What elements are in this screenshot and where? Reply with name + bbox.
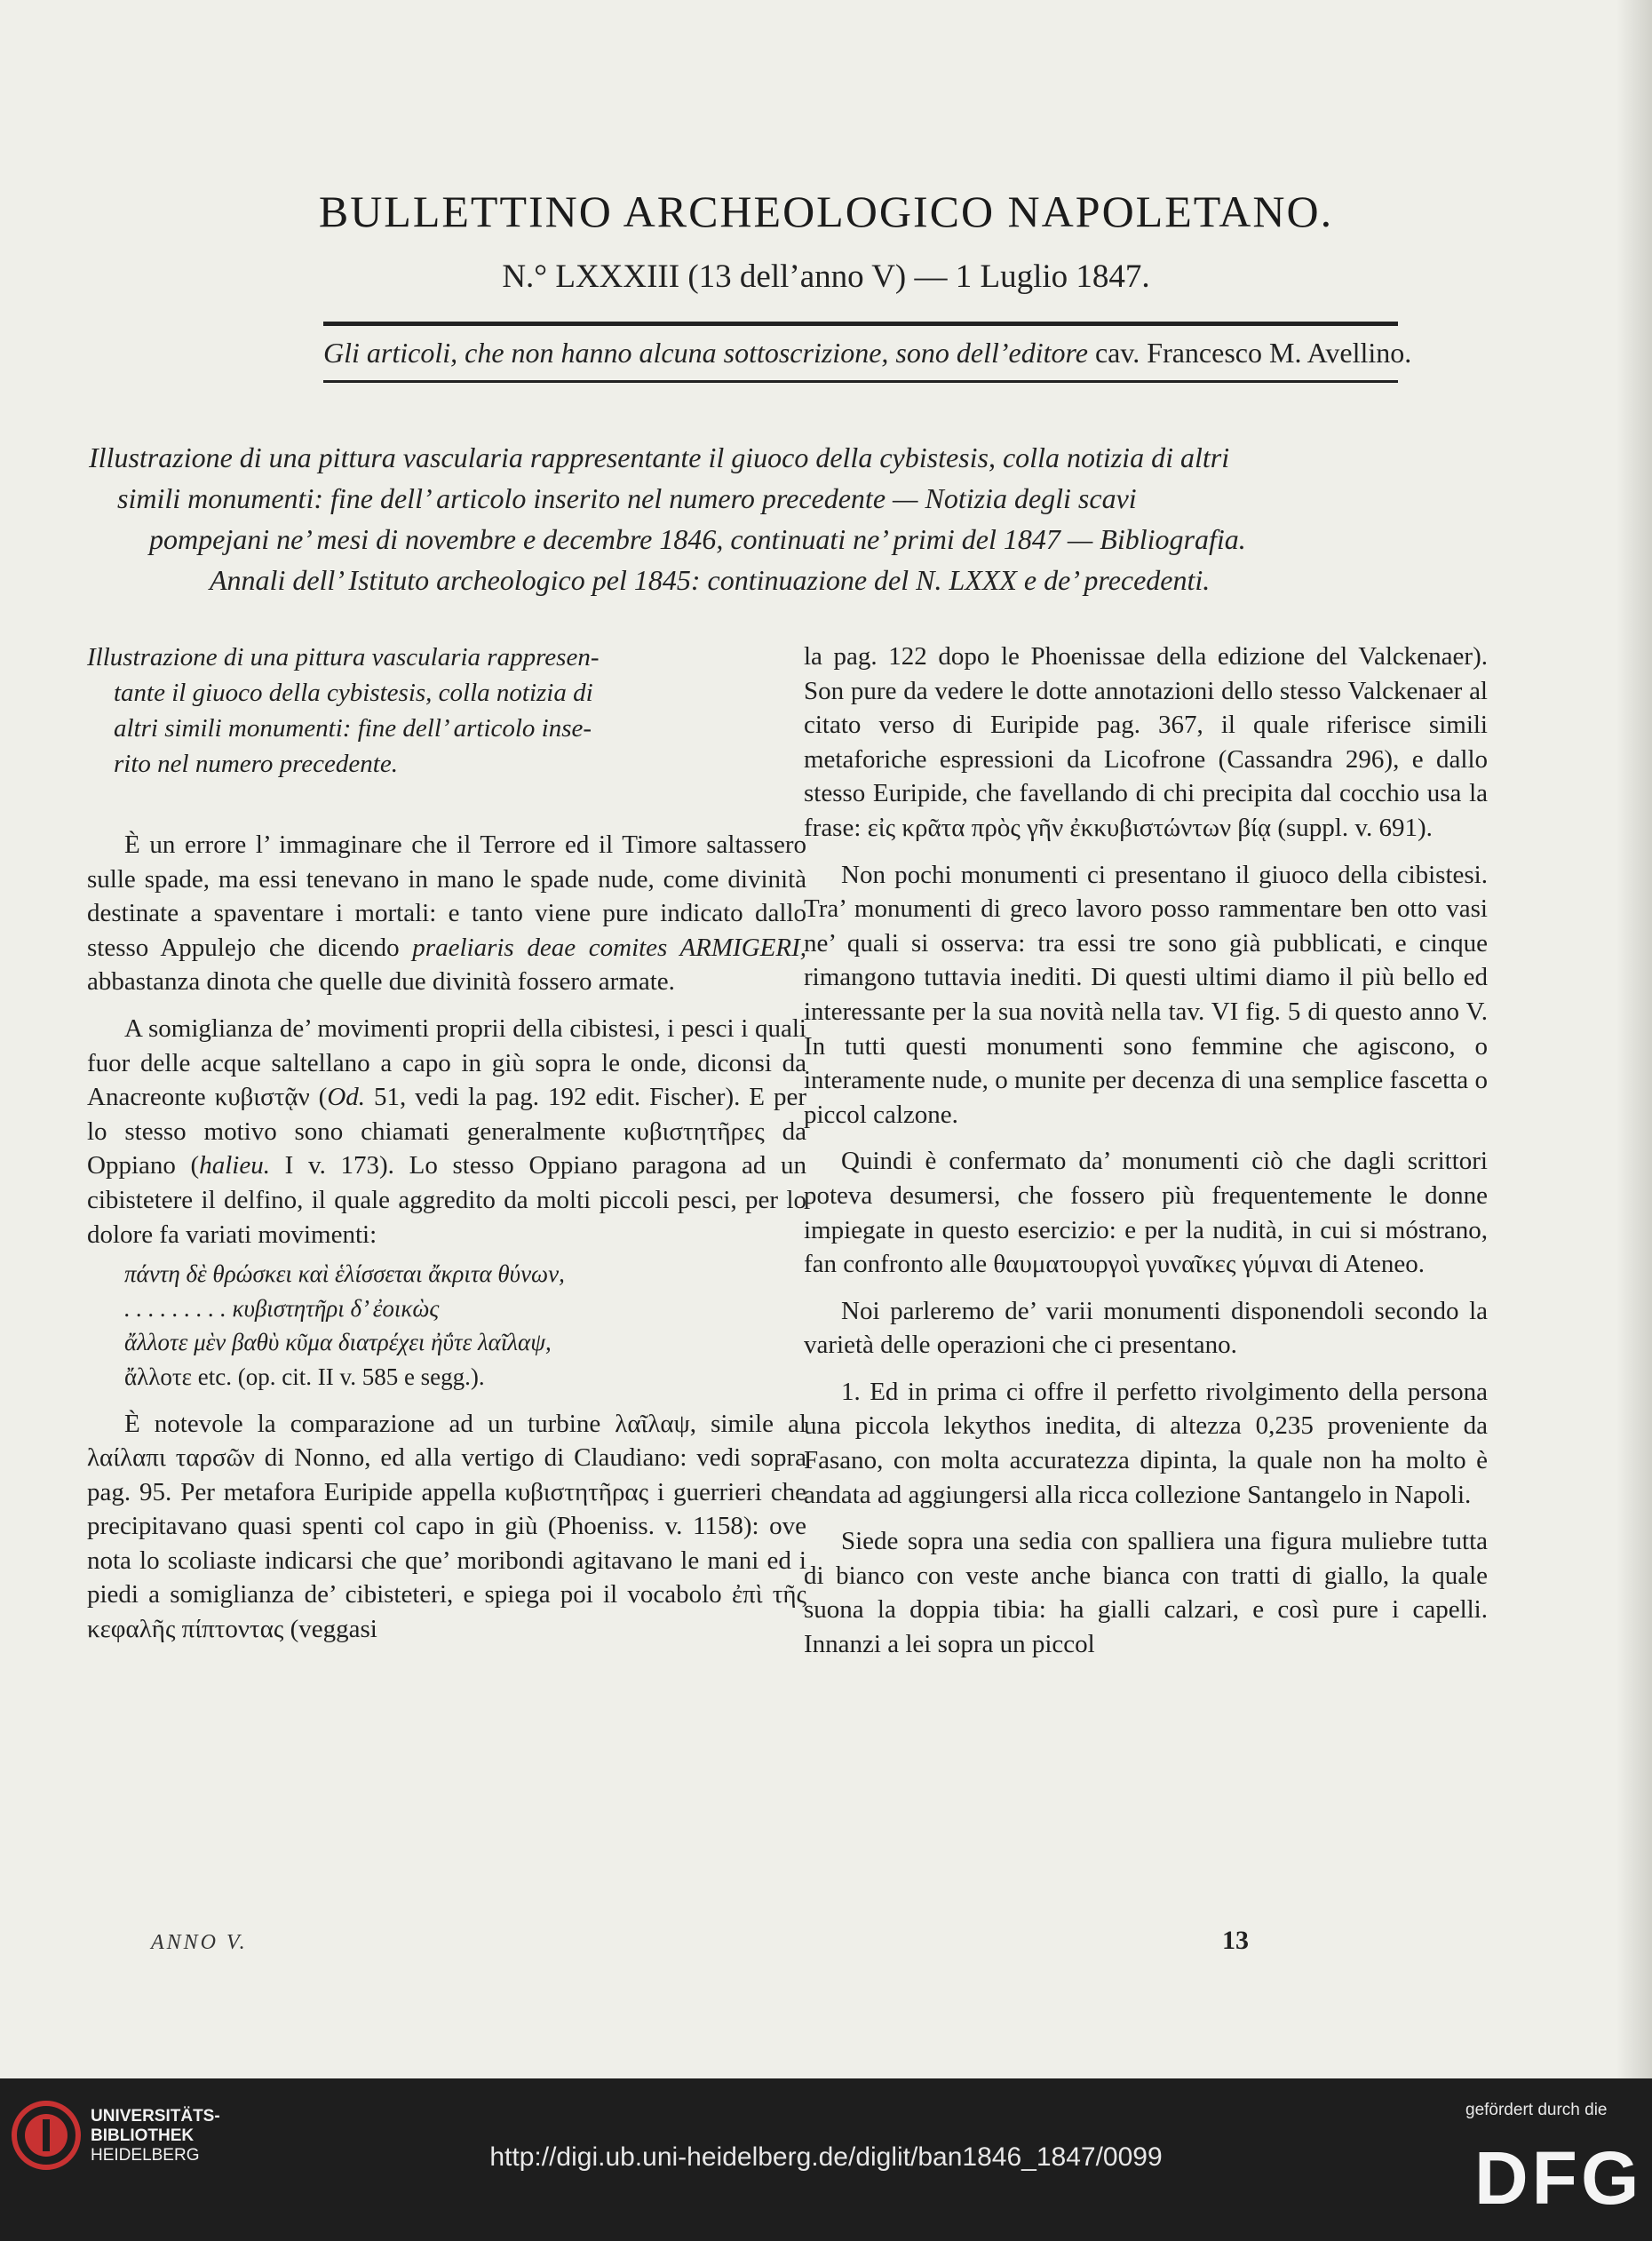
paragraph-text: abbastanza dinota che quelle due divinità fossero armate. <box>87 967 675 997</box>
verse-line: . . . . . . . . . κυβιστητῆρι δ’ ἐοικὼς <box>124 1294 440 1322</box>
issue-line: N.° LXXXIII (13 dell’anno V) — 1 Luglio 1847. <box>502 258 1150 295</box>
paragraph: È notevole la comparazione ad un turbine λαῖλαψ, simile al λαίλαπι ταρσῶν di Nonno, ed alla vertigo di Claudiano: vedi sopra pag. 95. Per metafora Euripide appella κυβιστητῆρας i guerrieri che precipitavano quasi spenti col capo in giù (Phoeniss. v. 1158): ove nota lo scoliaste indicarsi che que’ moribondi agitavano le mani ed i piedi a somiglianza de’ cibisteteri, e spiega poi il vocabolo ἐπὶ τῆς κεφαλῆς πίπτοντας (veggasi <box>87 1409 806 1644</box>
latin-quote: praeliaris deae comites ARMIGERI, <box>412 933 806 962</box>
paragraph <box>87 1012 806 1252</box>
paragraph: Non pochi monumenti ci presentano il giuoco della cibistesi. Tra’ monumenti di greco lavoro posso rammentare ben otto vasi ne’ quali si osserva: tra essi tre sono già pubblicati, e cinque rimangono tuttavia inediti. Di questi ultimi diamo il più bello ed interessante per la sua novità nella tav. VI fig. 5 di questo anno V. In tutti questi monumenti sono femmine che agiscono, o interamente nude, o munite per decenza di una semplice fascetta o piccol calzone. <box>804 860 1488 1129</box>
contents-line: Illustrazione di una pittura vascularia rappresentante il giuoco della cybistesis, colla notizia di altri <box>89 441 1230 473</box>
paragraph-text: A somiglianza de’ movimenti proprii della cibistesi, i pesci i quali fuor delle acque saltellano a capo in giù sopra le onde, diconsi da Anacreonte κυβιστᾷν ( <box>87 1013 806 1112</box>
library-name-line: UNIVERSITÄTS- <box>91 2107 220 2126</box>
source-url-link[interactable]: http://digi.ub.uni-heidelberg.de/diglit/ban1846_1847/0099 <box>489 2142 1163 2172</box>
sponsor-text: gefördert durch die <box>1465 2101 1608 2119</box>
paragraph: Siede sopra una sedia con spalliera una figura muliebre tutta di bianco con veste anche bianca con tratti di giallo, la quale suona la doppia tibia: ha gialli calzari, e così pure i capelli. Innanzi a lei sopra un piccol <box>804 1527 1488 1659</box>
masthead-title: BULLETTINO ARCHEOLOGICO NAPOLETANO. <box>318 187 1334 236</box>
paragraph: Noi parleremo de’ varii monumenti disponendoli secondo la varietà delle operazioni che ci presentano. <box>804 1296 1488 1360</box>
page-number: 13 <box>1222 1926 1249 1955</box>
verse-line: ἄλλοτε etc. (op. cit. II v. 585 e segg.). <box>124 1363 485 1390</box>
article-heading-line: tante il giuoco della cybistesis, colla notizia di <box>114 679 593 707</box>
right-column <box>804 640 1488 1662</box>
contents-line: simili monumenti: fine dell’ articolo inserito nel numero precedente — Notizia degli scavi <box>117 482 1137 514</box>
paragraph-text: 51, vedi la pag. 192 edit. Fischer). E per lo stesso motivo sono chiamati generalmente κυβιστητῆρες da Oppiano ( <box>87 1083 806 1180</box>
article-heading-line: altri simili monumenti: fine dell’ articolo inse- <box>114 714 592 743</box>
contents-line: Annali dell’ Istituto archeologico pel 1845: continuazione del N. LXXX e de’ precedenti. <box>210 564 1211 596</box>
citation: halieu. <box>199 1151 270 1180</box>
volume-mark: ANNO V. <box>151 1931 248 1954</box>
article-heading-line: Illustrazione di una pittura vascularia rappresen- <box>87 643 600 672</box>
paragraph-text: È un errore l’ immaginare che il Terrore ed il Timore saltassero sulle spade, ma essi tenevano in mano le spade nude, come divinità destinate a spaventare i mortali: e tanto viene pure indicato dallo stesso Appulejo che dicendo <box>87 830 806 962</box>
editor-name: cav. Francesco M. Avellino. <box>1094 337 1412 369</box>
paragraph: la pag. 122 dopo le Phoenissae della edizione del Valckenaer). Son pure da vedere le dotte annotazioni dello stesso Valckenaer al citato verso di Euripide pag. 367, il quale riferisce simili metaforiche espressioni da Licofrone (Cassandra 296), e dallo stesso Euripide, che favellando di chi precipita dal cocchio usa la frase: εἰς κρᾶτα πρὸς γῆν ἐκκυβιστώντων βίᾳ (suppl. v. 691). <box>804 642 1488 842</box>
dfg-logo[interactable]: DFG <box>1474 2136 1643 2220</box>
citation: Od. <box>327 1083 366 1112</box>
library-name-line: HEIDELBERG <box>91 2146 200 2165</box>
bottom-rule <box>323 380 1398 383</box>
paragraph: 1. Ed in prima ci offre il perfetto rivolgimento della persona una piccola lekythos inedita, di altezza 0,235 proveniente da Fasano, con molta accuratezza dipinta, la quale non ha molto è andata ad aggiungersi alla ricca collezione Santangelo in Napoli. <box>804 1377 1488 1509</box>
left-column <box>87 640 806 1647</box>
paragraph-text: I v. 173). Lo stesso Oppiano paragona ad un cibistetere il delfino, il quale aggredito da molti piccoli pesci, per lo dolore fa variati movimenti: <box>87 1151 807 1249</box>
editor-note-italic: Gli articoli, che non hanno alcuna sottoscrizione, sono dell’editore <box>323 337 1088 369</box>
verse-line: πάντη δὲ θρώσκει καὶ ἑλίσσεται ἄκριτα θύνων, <box>124 1260 565 1288</box>
contents-line: pompejani ne’ mesi di novembre e decembre 1846, continuati ne’ primi del 1847 — Bibliografia. <box>149 523 1246 555</box>
library-name-line: BIBLIOTHEK <box>91 2126 195 2145</box>
paragraph <box>87 828 806 999</box>
paragraph: Quindi è confermato da’ monumenti ciò che dagli scrittori poteva desumersi, che fossero più frequentemente le donne impiegate in questo esercizio: e per la nudità, in cui si móstrano, fan confronto alle θαυματουργοὶ γυναῖκες γύμναι di Ateneo. <box>804 1147 1488 1279</box>
article-heading-line: rito nel numero precedente. <box>114 750 398 778</box>
top-rule <box>323 322 1398 326</box>
editor-note <box>323 333 1412 372</box>
verse-line: ἄλλοτε μὲν βαθὺ κῦμα διατρέχει ἠΰτε λαῖλαψ, <box>124 1329 552 1356</box>
